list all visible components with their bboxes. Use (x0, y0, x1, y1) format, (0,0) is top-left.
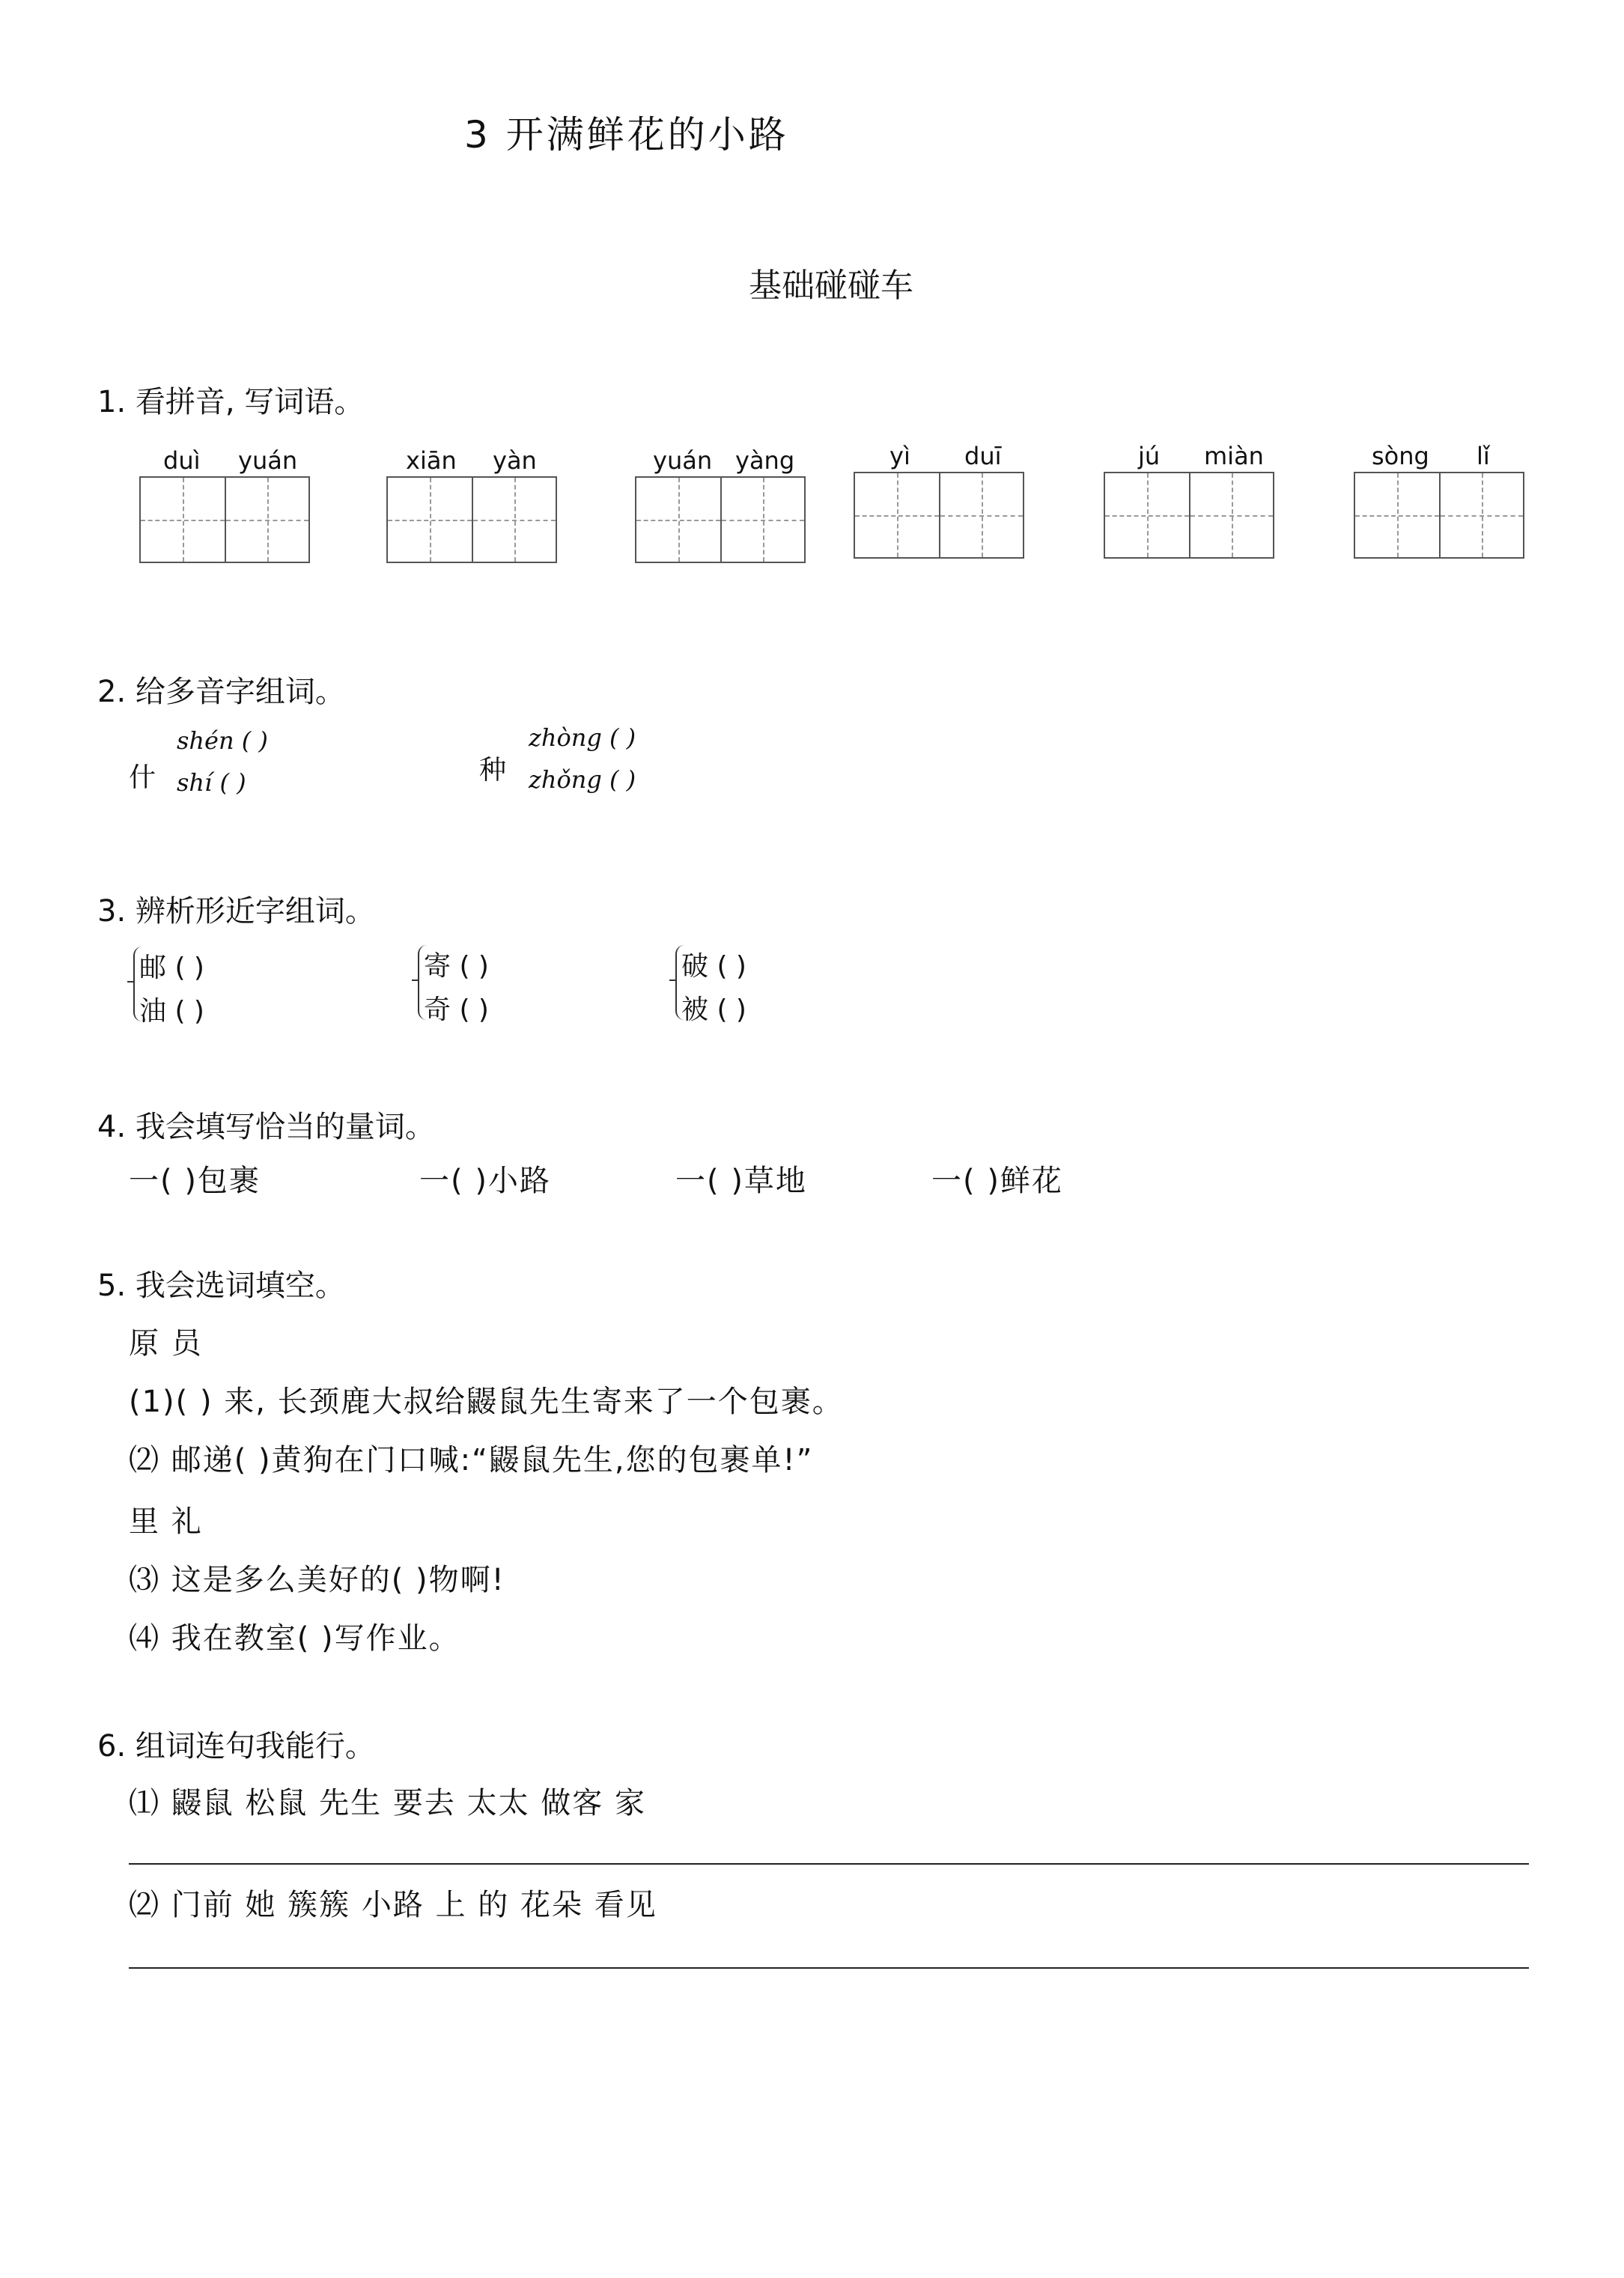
word-choices-2: 里 礼 (129, 1504, 203, 1539)
polyphone-1-reading-2[interactable]: shí ( ) (177, 768, 246, 797)
similar-char-1b[interactable]: 油 ( ) (139, 996, 204, 1027)
sentence-1[interactable]: (1)( ) 来, 长颈鹿大叔给鼹鼠先生寄来了一个包裹。 (129, 1385, 844, 1419)
answer-line-2[interactable] (129, 1967, 1529, 1969)
pinyin-5b: miàn (1204, 442, 1264, 470)
pinyin-1b: yuán (238, 446, 298, 475)
measure-word-4[interactable]: 一( )鲜花 (931, 1164, 1063, 1198)
polyphone-2-reading-2[interactable]: zhǒng ( ) (529, 765, 636, 794)
similar-char-2b[interactable]: 奇 ( ) (424, 994, 489, 1025)
question-3-prompt: 3. 辨析形近字组词。 (97, 894, 375, 929)
question-6-prompt: 6. 组词连句我能行。 (97, 1729, 375, 1764)
measure-word-3[interactable]: 一( )草地 (675, 1164, 807, 1198)
word-set-2: ⑵ 门前 她 簇簇 小路 上 的 花朵 看见 (129, 1888, 657, 1922)
pinyin-6a: sòng (1372, 442, 1429, 470)
question-4-prompt: 4. 我会填写恰当的量词。 (97, 1110, 435, 1144)
similar-char-2a[interactable]: 寄 ( ) (424, 951, 489, 982)
question-1-prompt: 1. 看拼音, 写词语。 (97, 385, 365, 419)
word-set-1: ⑴ 鼹鼠 松鼠 先生 要去 太太 做客 家 (129, 1786, 647, 1820)
polyphone-1-reading-1[interactable]: shén ( ) (177, 726, 268, 755)
writing-grid-5[interactable] (1104, 472, 1274, 559)
pinyin-1a: duì (163, 446, 201, 475)
writing-grid-1[interactable] (139, 476, 310, 563)
writing-grid-2[interactable] (386, 476, 557, 563)
page-title: 3 开满鲜花的小路 (464, 113, 789, 157)
question-5-prompt: 5. 我会选词填空。 (97, 1269, 345, 1303)
polyphone-char-2: 种 (479, 755, 507, 786)
writing-grid-6[interactable] (1354, 472, 1524, 559)
section-title: 基础碰碰车 (749, 267, 913, 305)
sentence-3[interactable]: ⑶ 这是多么美好的( )物啊! (129, 1563, 505, 1597)
pinyin-4a: yì (889, 442, 910, 470)
pinyin-3a: yuán (653, 446, 713, 475)
pinyin-6b: lǐ (1476, 442, 1490, 470)
pinyin-3b: yàng (735, 446, 795, 475)
writing-grid-4[interactable] (854, 472, 1024, 559)
measure-word-1[interactable]: 一( )包裹 (129, 1164, 261, 1198)
sentence-2[interactable]: ⑵ 邮递( )黄狗在门口喊:“鼹鼠先生,您的包裹单!” (129, 1443, 814, 1477)
pinyin-4b: duī (964, 442, 1002, 470)
polyphone-2-reading-1[interactable]: zhòng ( ) (529, 723, 636, 752)
similar-char-1a[interactable]: 邮 ( ) (139, 953, 204, 983)
measure-word-2[interactable]: 一( )小路 (419, 1164, 551, 1198)
question-2-prompt: 2. 给多音字组词。 (97, 675, 345, 709)
sentence-4[interactable]: ⑷ 我在教室( )写作业。 (129, 1621, 460, 1656)
similar-char-3b[interactable]: 被 ( ) (681, 994, 746, 1025)
polyphone-char-1: 什 (129, 762, 156, 793)
word-choices-1: 原 员 (129, 1326, 203, 1361)
answer-line-1[interactable] (129, 1863, 1529, 1865)
pinyin-2b: yàn (493, 446, 537, 475)
pinyin-2a: xiān (406, 446, 457, 475)
writing-grid-3[interactable] (635, 476, 806, 563)
similar-char-3a[interactable]: 破 ( ) (681, 951, 746, 982)
pinyin-5a: jú (1138, 442, 1161, 470)
